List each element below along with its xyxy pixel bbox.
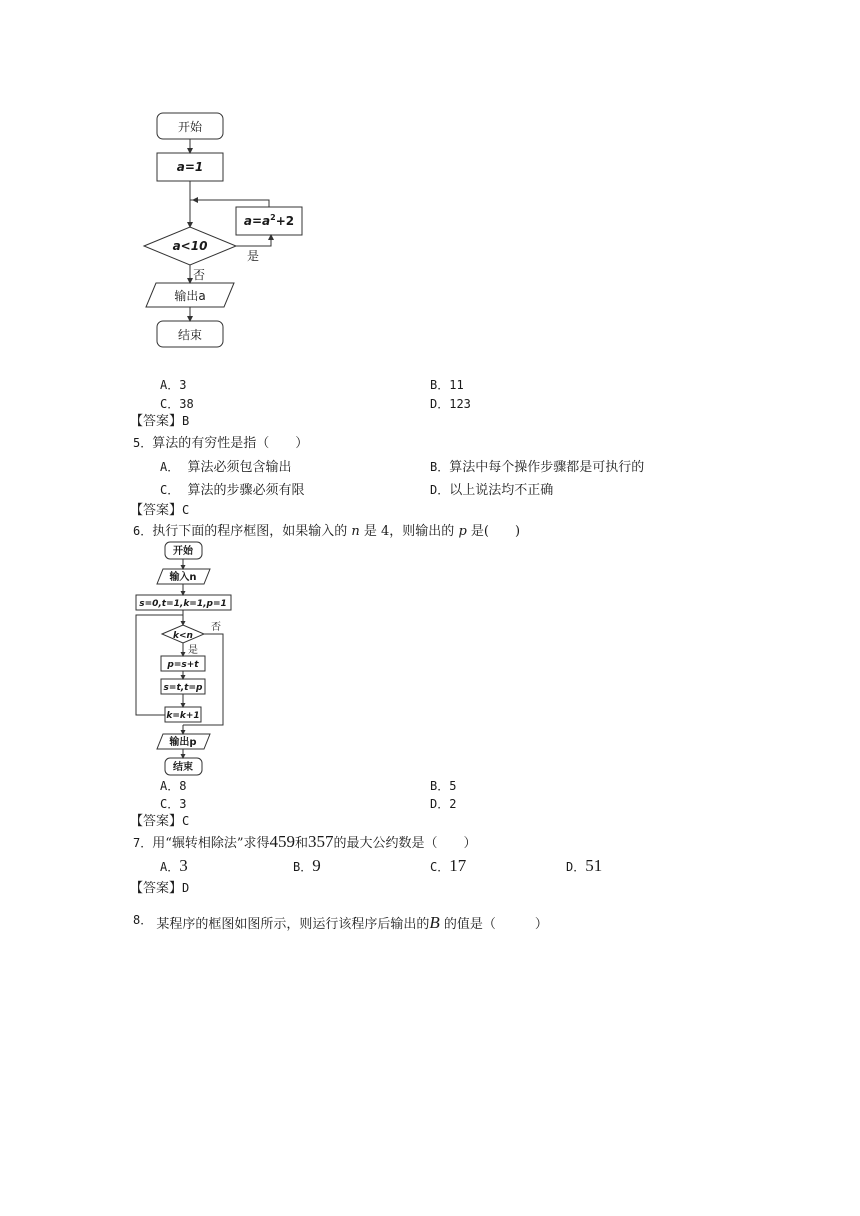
q4-option-a: A．3 [160, 378, 187, 392]
q7-stem: 7．用“辗转相除法”求得459和357的最大公约数是（ ） [133, 832, 477, 851]
q7-option-b: B．9 [293, 856, 321, 875]
fc2-start-text: 开始 [173, 546, 193, 557]
q5-option-c: C． 算法的步骤必须有限 [160, 483, 305, 498]
q6-stem: 6．执行下面的程序框图，如果输入的 n 是 4，则输出的 p 是( ) [133, 524, 521, 539]
q5-option-a: A． 算法必须包含输出 [160, 460, 292, 475]
q6-option-c: C．3 [160, 797, 187, 811]
q7-option-c: C．17 [430, 856, 467, 875]
q5-stem: 5．算法的有穷性是指（ ） [133, 436, 309, 451]
flowchart-1 [130, 105, 330, 355]
fc2-no-label: 否 [211, 622, 221, 633]
fc1-update-text: $a=a^2+2$ [243, 213, 295, 228]
fc2-input-text: 输入n [169, 572, 197, 583]
fc2-init-text: s=0,t=1,k=1,p=1 [139, 599, 227, 609]
q5-option-b: B．算法中每个操作步骤都是可执行的 [430, 460, 645, 475]
fc1-output-text: 输出a [174, 289, 206, 303]
fc2-step3-text: k=k+1 [166, 711, 200, 721]
q4-option-d: D．123 [430, 397, 471, 411]
fc1-end-text: 结束 [177, 328, 203, 342]
fc1-condition-text: a<10 [172, 239, 208, 253]
q4-answer: 【答案】B [130, 414, 190, 429]
fc2-output-text: 输出p [169, 737, 197, 748]
q6-answer: 【答案】C [130, 814, 190, 829]
fc1-init-text: a=1 [176, 160, 204, 174]
fc1-yes-label: 是 [246, 249, 260, 263]
fc1-start-text: 开始 [177, 120, 203, 134]
q4-option-c: C．38 [160, 397, 194, 411]
q7-option-d: D．51 [566, 856, 603, 875]
flowchart-2 [130, 538, 245, 778]
q7-option-a: A．3 [160, 856, 188, 875]
fc2-condition-text: k<n [173, 631, 193, 641]
q7-answer: 【答案】D [130, 881, 190, 896]
q5-answer: 【答案】C [130, 503, 190, 518]
q6-option-a: A．8 [160, 779, 187, 793]
fc2-end-text: 结束 [173, 762, 193, 773]
fc2-yes-label: 是 [188, 645, 198, 656]
fc1-no-label: 否 [192, 268, 206, 282]
q4-option-b: B．11 [430, 378, 464, 392]
fc2-step1-text: p=s+t [167, 660, 199, 670]
q8-stem: 8． 某程序的框图如图所示，则运行该程序后输出的B 的值是（ ） [133, 913, 548, 932]
q6-option-d: D．2 [430, 797, 457, 811]
q5-option-d: D．以上说法均不正确 [430, 483, 554, 498]
q6-option-b: B．5 [430, 779, 457, 793]
fc2-step2-text: s=t,t=p [163, 683, 203, 693]
